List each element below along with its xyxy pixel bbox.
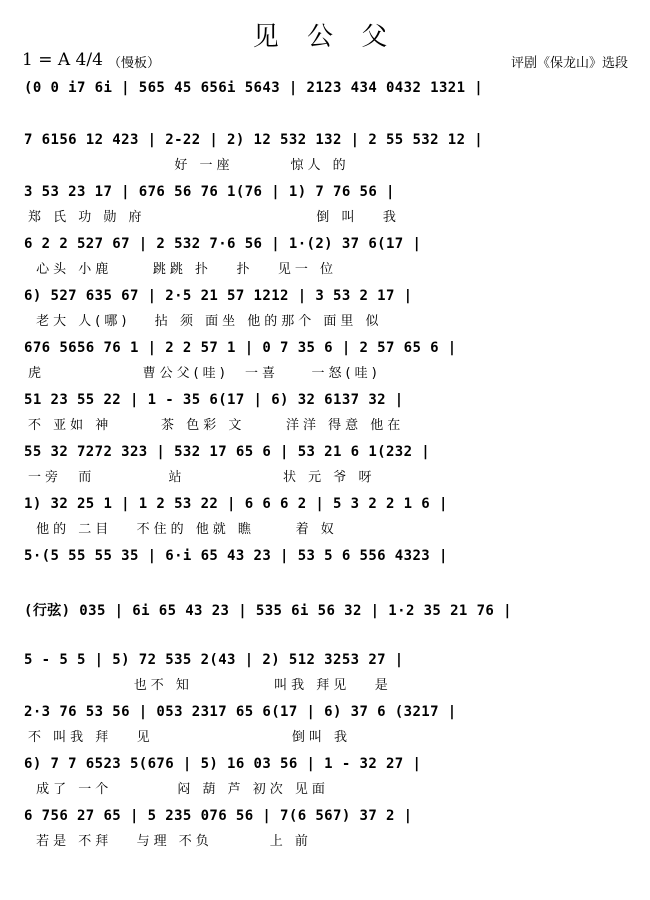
score-row <box>24 76 636 128</box>
lyrics-line: 成了 一个 闷 葫 芦 初次 见面 <box>28 782 329 797</box>
notes-line: 7 6156 12 423 | 2-22 | 2) 12 532 132 | 2 55 532 12 | <box>24 132 484 148</box>
notes-line: 3 53 23 17 | 676 56 76 1(76 | 1) 7 76 56 | <box>24 184 395 200</box>
lyrics-line: 不 亚如 神 茶 色彩 文 洋洋 得意 他在 <box>28 418 405 433</box>
tempo-marking: （慢板） <box>108 56 161 71</box>
score-row <box>24 388 636 440</box>
notes-line: 6) 527 635 67 | 2·5 21 57 1212 | 3 53 2 17 | <box>24 288 413 304</box>
score-row <box>24 336 636 388</box>
lyrics-line: 他的 二目 不住的 他就 瞧 着 奴 <box>28 522 338 537</box>
score-row <box>24 596 636 648</box>
score-row <box>24 180 636 232</box>
lyrics-line: 郑 氏 功 勋 府 倒 叫 我 <box>28 210 400 225</box>
notes-line: 5·(5 55 55 35 | 6·i 65 43 23 | 53 5 6 556 4323 | <box>24 548 448 564</box>
notes-line: 1) 32 25 1 | 1 2 53 22 | 6 6 6 2 | 5 3 2 2 1 6 | <box>24 496 448 512</box>
score-row <box>24 544 636 596</box>
score-row <box>24 804 636 856</box>
notes-line: 6) 7 7 6523 5(676 | 5) 16 03 56 | 1 - 32 27 | <box>24 756 422 772</box>
score-row <box>24 648 636 700</box>
score-row <box>24 284 636 336</box>
notes-line: (行弦) 035 | 6i 65 43 23 | 535 6i 56 32 | 1·2 35 21 76 | <box>24 603 512 619</box>
notes-line: 5 - 5 5 | 5) 72 535 2(43 | 2) 512 3253 27 | <box>24 652 404 668</box>
lyrics-line: 不 叫我 拜 见 倒叫 我 <box>28 730 352 745</box>
score-row <box>24 752 636 804</box>
key-signature: 1 = A 4/4 <box>22 50 103 70</box>
notes-line: 2·3 76 53 56 | 053 2317 65 6(17 | 6) 37 6 (3217 | <box>24 704 457 720</box>
notes-line: 6 756 27 65 | 5 235 076 56 | 7(6 567) 37 2 | <box>24 808 413 824</box>
notes-line: 51 23 55 22 | 1 - 35 6(17 | 6) 32 6137 32 | <box>24 392 404 408</box>
lyrics-line: 心头 小鹿 跳跳 扑 扑 见一 位 <box>28 262 337 277</box>
score-row <box>24 700 636 752</box>
lyrics-line: 虎 曹公父(哇) 一喜 一怒(哇) <box>28 366 381 381</box>
notes-line: (0 0 i7 6i | 565 45 656i 5643 | 2123 434 0432 1321 | <box>24 80 484 96</box>
lyrics-line: 也不 知 叫我 拜见 是 <box>28 678 392 693</box>
score-row <box>24 232 636 284</box>
lyrics-line: 一旁 而 站 状 元 爷 呀 <box>28 470 376 485</box>
source-note: 评剧《保龙山》选段 <box>510 56 628 71</box>
score-row <box>24 128 636 180</box>
notes-line: 6 2 2 527 67 | 2 532 7·6 56 | 1·(2) 37 6(17 | <box>24 236 422 252</box>
score-row <box>24 492 636 544</box>
page-title: 见 公 父 <box>252 22 398 52</box>
lyrics-line: 若是 不拜 与理 不负 上 前 <box>28 834 312 849</box>
lyrics-line: 老大 人(哪) 拈 须 面坐 他的那个 面里 似 <box>28 314 383 329</box>
notes-line: 55 32 7272 323 | 532 17 65 6 | 53 21 6 1(232 | <box>24 444 431 460</box>
score-row <box>24 440 636 492</box>
notes-line: 676 5656 76 1 | 2 2 57 1 | 0 7 35 6 | 2 57 65 6 | <box>24 340 457 356</box>
lyrics-line: 好 一座 惊人 的 <box>28 158 350 173</box>
score <box>24 76 636 856</box>
